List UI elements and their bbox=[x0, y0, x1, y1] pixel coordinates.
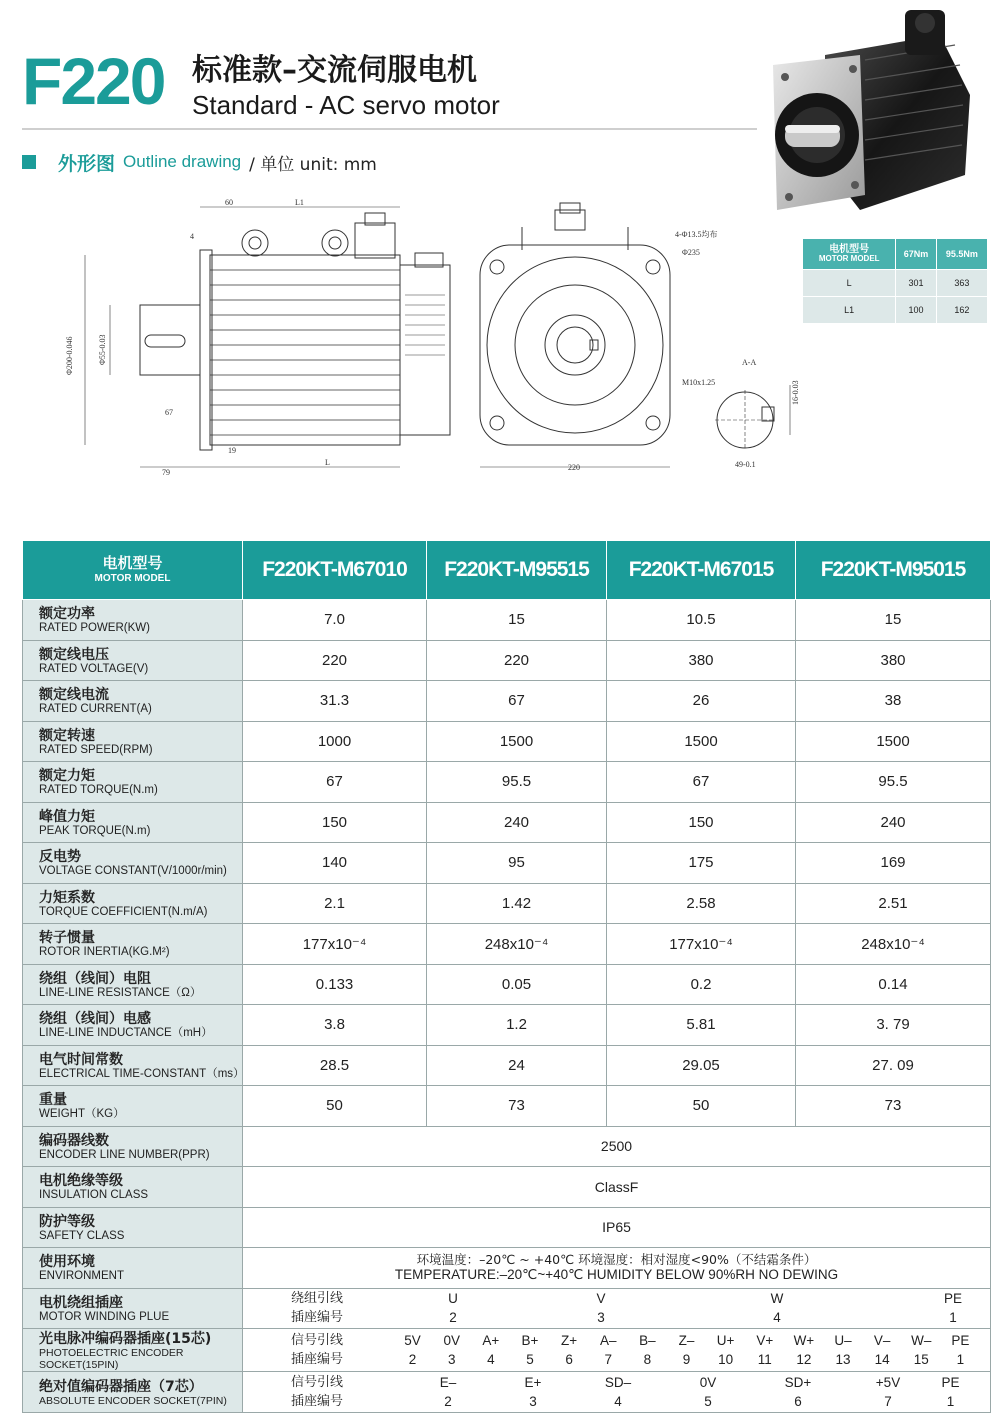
table-cell: 150 bbox=[243, 802, 427, 843]
dim-19: 19 bbox=[228, 446, 236, 455]
pin-key: 插座编号 bbox=[291, 1393, 344, 1409]
dim-4: 4 bbox=[190, 232, 194, 241]
table-row bbox=[23, 1167, 991, 1208]
dim-thread: M10x1.25 bbox=[682, 378, 716, 387]
row-label: 绝对值编码器插座（7芯） ABSOLUTE ENCODER SOCKET(7PIN) bbox=[23, 1372, 243, 1413]
pin-signal: V– bbox=[873, 1333, 891, 1349]
safety-class-value: IP65 bbox=[243, 1207, 991, 1248]
side-view bbox=[85, 207, 450, 467]
row-label: 转子惯量 ROTOR INERTIA(KG.M²) bbox=[23, 924, 243, 965]
dim-flange-dia: Φ200-0.046 bbox=[65, 336, 74, 375]
dimension-value: 100 bbox=[896, 297, 936, 324]
table-row bbox=[23, 1207, 991, 1248]
pin-num: 1 bbox=[946, 1393, 955, 1409]
pin-num: 6 bbox=[794, 1393, 802, 1409]
model-column-1: F220KT-M67010 bbox=[243, 541, 427, 600]
table-cell: 240 bbox=[427, 802, 607, 843]
table-cell: 29.05 bbox=[607, 1045, 796, 1086]
table-cell: 175 bbox=[607, 843, 796, 884]
table-row bbox=[23, 1005, 991, 1046]
table-cell: 7.0 bbox=[243, 600, 427, 641]
encoder-pins bbox=[243, 1329, 991, 1372]
spec-header-cn: 电机型号 bbox=[102, 555, 163, 573]
table-row bbox=[23, 924, 991, 965]
pin-signal: +5V bbox=[875, 1374, 901, 1390]
pin-key: 信号引线 bbox=[291, 1374, 344, 1390]
pin-num: 2 bbox=[408, 1352, 417, 1368]
absolute-encoder-pins bbox=[243, 1372, 991, 1413]
table-row bbox=[23, 640, 991, 681]
spec-table bbox=[22, 540, 991, 1413]
pin-key: 插座编号 bbox=[291, 1352, 344, 1368]
table-cell: 67 bbox=[243, 762, 427, 803]
pin-num: 10 bbox=[718, 1352, 734, 1368]
table-cell: 3.8 bbox=[243, 1005, 427, 1046]
dimension-value: 162 bbox=[936, 297, 987, 324]
model-title: F220 bbox=[22, 44, 165, 118]
pin-signal: V+ bbox=[756, 1333, 774, 1349]
table-cell: 177x10⁻⁴ bbox=[607, 924, 796, 965]
pin-signal: SD+ bbox=[784, 1374, 812, 1390]
header-divider bbox=[22, 128, 757, 130]
pin-signal: E+ bbox=[524, 1374, 542, 1390]
dimension-header-en: MOTOR MODEL bbox=[818, 254, 880, 264]
table-cell: 220 bbox=[427, 640, 607, 681]
dimension-col-67: 67Nm bbox=[896, 239, 936, 270]
row-label: 额定力矩 RATED TORQUE(N.m) bbox=[23, 762, 243, 803]
pin-signal: B+ bbox=[521, 1333, 539, 1349]
dimension-value: 363 bbox=[936, 270, 987, 297]
table-cell: 2.1 bbox=[243, 883, 427, 924]
table-cell: 0.133 bbox=[243, 964, 427, 1005]
row-label: 防护等级 SAFETY CLASS bbox=[23, 1207, 243, 1248]
table-row bbox=[23, 843, 991, 884]
pin-num: 1 bbox=[956, 1352, 965, 1368]
dim-67: 67 bbox=[165, 408, 173, 417]
model-column-3: F220KT-M67015 bbox=[607, 541, 796, 600]
table-row bbox=[23, 964, 991, 1005]
row-label: 额定线电压 RATED VOLTAGE(V) bbox=[23, 640, 243, 681]
pin-num: 2 bbox=[444, 1393, 452, 1409]
table-row bbox=[23, 802, 991, 843]
pin-signal: W+ bbox=[793, 1333, 815, 1349]
pin-num: 12 bbox=[796, 1352, 812, 1368]
table-cell: 380 bbox=[796, 640, 991, 681]
row-label: 编码器线数 ENCODER LINE NUMBER(PPR) bbox=[23, 1126, 243, 1167]
row-label: 绕组（线间）电感 LINE-LINE INDUCTANCE（mH） bbox=[23, 1005, 243, 1046]
table-cell: 5.81 bbox=[607, 1005, 796, 1046]
spec-header-en: MOTOR MODEL bbox=[94, 572, 171, 584]
pin-num: 2 bbox=[449, 1310, 457, 1326]
pin-lead: V bbox=[596, 1291, 606, 1307]
table-cell: 0.05 bbox=[427, 964, 607, 1005]
row-label: 电气时间常数 ELECTRICAL TIME-CONSTANT（ms） bbox=[23, 1045, 243, 1086]
table-cell: 380 bbox=[607, 640, 796, 681]
table-cell: 1000 bbox=[243, 721, 427, 762]
row-label: 力矩系数 TORQUE COEFFICIENT(N.m/A) bbox=[23, 883, 243, 924]
dimension-header-cn: 电机型号 bbox=[829, 244, 870, 256]
pin-num: 4 bbox=[773, 1310, 781, 1326]
table-cell: 1.42 bbox=[427, 883, 607, 924]
pin-signal: PE bbox=[941, 1374, 960, 1390]
table-cell: 95.5 bbox=[796, 762, 991, 803]
row-label: 额定转速 RATED SPEED(RPM) bbox=[23, 721, 243, 762]
pin-num: 9 bbox=[682, 1352, 691, 1368]
table-cell: 50 bbox=[607, 1086, 796, 1127]
table-cell: 2.51 bbox=[796, 883, 991, 924]
table-cell: 28.5 bbox=[243, 1045, 427, 1086]
table-cell: 10.5 bbox=[607, 600, 796, 641]
table-row bbox=[23, 600, 991, 641]
row-label: 反电势 VOLTAGE CONSTANT(V/1000r/min) bbox=[23, 843, 243, 884]
pin-key: 信号引线 bbox=[291, 1333, 344, 1349]
pin-num: 1 bbox=[949, 1310, 957, 1326]
pin-num: 7 bbox=[604, 1352, 612, 1368]
table-cell: 67 bbox=[607, 762, 796, 803]
table-cell: 27. 09 bbox=[796, 1045, 991, 1086]
pin-key: 插座编号 bbox=[291, 1310, 344, 1326]
pin-num: 4 bbox=[614, 1393, 622, 1409]
row-label: 光电脉冲编码器插座(15芯) PHOTOELECTRIC ENCODER SOCKET(15PIN) bbox=[23, 1329, 243, 1372]
pin-signal: SD– bbox=[604, 1374, 632, 1390]
insulation-class-value: ClassF bbox=[243, 1167, 991, 1208]
table-cell: 38 bbox=[796, 681, 991, 722]
table-cell: 73 bbox=[796, 1086, 991, 1127]
section-unit: / 单位 unit: mm bbox=[249, 154, 377, 175]
dim-220: 220 bbox=[568, 463, 580, 472]
row-label: 使用环境 ENVIRONMENT bbox=[23, 1248, 243, 1289]
table-cell: 95.5 bbox=[427, 762, 607, 803]
pin-num: 13 bbox=[835, 1352, 851, 1368]
pin-num: 14 bbox=[874, 1352, 890, 1368]
row-label: 额定线电流 RATED CURRENT(A) bbox=[23, 681, 243, 722]
row-label: 绕组（线间）电阻 LINE-LINE RESISTANCE（Ω） bbox=[23, 964, 243, 1005]
section-title-cn: 外形图 bbox=[58, 152, 116, 175]
dim-bolt-holes: 4-Φ13.5均布 bbox=[675, 230, 718, 239]
dim-key-width: 16-0.03 bbox=[791, 380, 800, 405]
dimension-key: L bbox=[803, 270, 896, 297]
table-row bbox=[23, 1372, 991, 1413]
pin-num: 8 bbox=[643, 1352, 652, 1368]
table-row bbox=[23, 721, 991, 762]
pin-signal: Z+ bbox=[561, 1333, 578, 1349]
table-cell: 248x10⁻⁴ bbox=[427, 924, 607, 965]
table-row bbox=[803, 270, 988, 297]
pin-num: 3 bbox=[529, 1393, 537, 1409]
table-cell: 15 bbox=[427, 600, 607, 641]
dim-l1: L1 bbox=[295, 198, 304, 207]
pin-signal: PE bbox=[951, 1333, 970, 1349]
label-a-a: A-A bbox=[742, 358, 757, 367]
environment-cn: 环境温度：–20℃ ~ +40℃ 环境湿度：相对湿度<90%（不结霜条件） bbox=[416, 1252, 817, 1268]
dimension-table bbox=[802, 238, 988, 324]
pin-lead: W bbox=[770, 1291, 784, 1307]
table-row bbox=[23, 1086, 991, 1127]
table-cell: 1500 bbox=[427, 721, 607, 762]
pin-signal: B– bbox=[639, 1333, 656, 1349]
table-row bbox=[23, 1248, 991, 1289]
motor-photo bbox=[765, 5, 970, 215]
section-title bbox=[22, 150, 377, 174]
section-a-a bbox=[715, 385, 790, 450]
dim-key-depth: 49-0.1 bbox=[735, 460, 756, 469]
table-cell: 248x10⁻⁴ bbox=[796, 924, 991, 965]
dim-shaft-dia: Φ55-0.03 bbox=[98, 334, 107, 365]
table-row bbox=[23, 1288, 991, 1329]
pin-signal: U+ bbox=[716, 1333, 735, 1349]
pin-lead: U bbox=[448, 1291, 458, 1307]
table-row bbox=[23, 681, 991, 722]
table-cell: 1500 bbox=[607, 721, 796, 762]
pin-num: 3 bbox=[597, 1310, 605, 1326]
table-cell: 140 bbox=[243, 843, 427, 884]
table-cell: 50 bbox=[243, 1086, 427, 1127]
row-label: 峰值力矩 PEAK TORQUE(N.m) bbox=[23, 802, 243, 843]
front-view bbox=[480, 203, 670, 467]
pin-signal: 5V bbox=[404, 1333, 421, 1349]
table-cell: 220 bbox=[243, 640, 427, 681]
dimension-table-header bbox=[803, 239, 896, 270]
pin-num: 6 bbox=[565, 1352, 573, 1368]
table-cell: 3. 79 bbox=[796, 1005, 991, 1046]
environment-value bbox=[243, 1248, 991, 1289]
table-cell: 15 bbox=[796, 600, 991, 641]
pin-num: 4 bbox=[487, 1352, 495, 1368]
winding-pins bbox=[243, 1288, 991, 1329]
dim-60: 60 bbox=[225, 198, 233, 207]
dimension-col-95: 95.5Nm bbox=[936, 239, 987, 270]
table-cell: 26 bbox=[607, 681, 796, 722]
table-row bbox=[23, 883, 991, 924]
table-row bbox=[23, 1126, 991, 1167]
title-en: Standard - AC servo motor bbox=[192, 90, 500, 120]
pin-num: 3 bbox=[447, 1352, 456, 1368]
table-cell: 67 bbox=[427, 681, 607, 722]
title-cn: 标准款–交流伺服电机 bbox=[192, 53, 477, 88]
row-label: 重量 WEIGHT（KG） bbox=[23, 1086, 243, 1127]
table-row bbox=[23, 1045, 991, 1086]
spec-header-label bbox=[23, 541, 243, 600]
pin-num: 11 bbox=[757, 1352, 772, 1368]
table-row bbox=[803, 297, 988, 324]
table-cell: 31.3 bbox=[243, 681, 427, 722]
pin-num: 5 bbox=[704, 1393, 712, 1409]
pin-signal: U– bbox=[834, 1333, 852, 1349]
section-marker bbox=[22, 155, 36, 169]
table-cell: 169 bbox=[796, 843, 991, 884]
dim-79: 79 bbox=[162, 468, 170, 477]
environment-en: TEMPERATURE:–20℃~+40℃ HUMIDITY BELOW 90%RH NO DEWING bbox=[394, 1267, 839, 1283]
pin-signal: Z– bbox=[678, 1333, 695, 1349]
model-column-2: F220KT-M95515 bbox=[427, 541, 607, 600]
table-cell: 24 bbox=[427, 1045, 607, 1086]
pin-num: 5 bbox=[526, 1352, 534, 1368]
row-label: 额定功率 RATED POWER(KW) bbox=[23, 600, 243, 641]
model-column-4: F220KT-M95015 bbox=[796, 541, 991, 600]
table-row bbox=[23, 762, 991, 803]
pin-signal: E– bbox=[439, 1374, 457, 1390]
pin-signal: A+ bbox=[482, 1333, 500, 1349]
dim-pcd: Φ235 bbox=[682, 248, 700, 257]
pin-num: 15 bbox=[913, 1352, 929, 1368]
dimension-value: 301 bbox=[896, 270, 936, 297]
table-cell: 1500 bbox=[796, 721, 991, 762]
table-cell: 0.2 bbox=[607, 964, 796, 1005]
table-cell: 177x10⁻⁴ bbox=[243, 924, 427, 965]
pin-signal: 0V bbox=[699, 1374, 717, 1390]
row-label: 电机绝缘等级 INSULATION CLASS bbox=[23, 1167, 243, 1208]
encoder-ppr-value: 2500 bbox=[243, 1126, 991, 1167]
pin-signal: W– bbox=[911, 1333, 932, 1349]
dim-l: L bbox=[325, 458, 330, 467]
table-cell: 150 bbox=[607, 802, 796, 843]
pin-lead: PE bbox=[943, 1291, 962, 1307]
pin-signal: 0V bbox=[443, 1333, 460, 1349]
pin-signal: A– bbox=[599, 1333, 617, 1349]
table-cell: 0.14 bbox=[796, 964, 991, 1005]
table-cell: 95 bbox=[427, 843, 607, 884]
outline-drawing bbox=[50, 195, 810, 495]
row-label: 电机绕组插座 MOTOR WINDING PLUE bbox=[23, 1288, 243, 1329]
table-cell: 240 bbox=[796, 802, 991, 843]
section-title-en: Outline drawing bbox=[123, 152, 242, 171]
pin-num: 7 bbox=[884, 1393, 892, 1409]
table-cell: 73 bbox=[427, 1086, 607, 1127]
pin-key: 绕组引线 bbox=[291, 1291, 344, 1307]
table-cell: 2.58 bbox=[607, 883, 796, 924]
table-row bbox=[23, 1329, 991, 1372]
table-cell: 1.2 bbox=[427, 1005, 607, 1046]
dimension-key: L1 bbox=[803, 297, 896, 324]
